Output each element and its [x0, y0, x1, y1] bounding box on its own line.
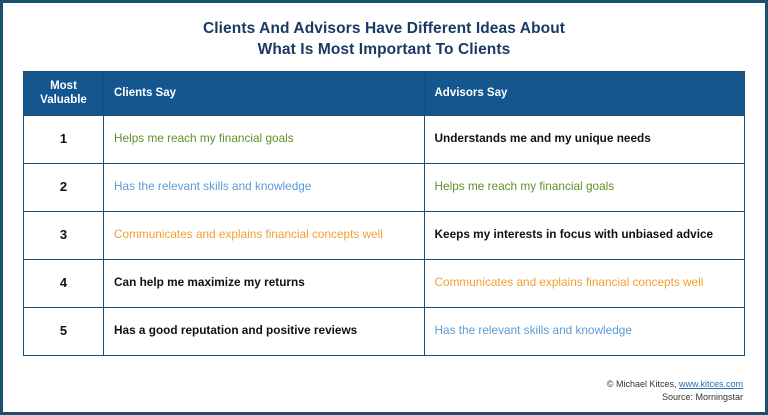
table-row	[24, 211, 745, 259]
advisors-cell: Communicates and explains financial concepts well	[424, 259, 745, 307]
clients-cell: Can help me maximize my returns	[104, 259, 425, 307]
advisors-cell: Helps me reach my financial goals	[424, 163, 745, 211]
rank-cell: 1	[24, 115, 104, 163]
page-title	[23, 19, 745, 61]
table-header	[24, 71, 745, 115]
comparison-table	[23, 71, 745, 356]
advisors-cell: Has the relevant skills and knowledge	[424, 307, 745, 355]
footer-source: Source: Morningstar	[661, 391, 743, 402]
footer-copyright-line	[607, 378, 743, 391]
header-row	[24, 71, 745, 115]
column-header-advisors: Advisors Say	[424, 71, 745, 115]
rank-cell: 3	[24, 211, 104, 259]
footer-link[interactable]: www.kitces.com	[678, 378, 743, 389]
rank-cell: 2	[24, 163, 104, 211]
table-row	[24, 115, 745, 163]
table-row	[24, 259, 745, 307]
table-row	[24, 163, 745, 211]
clients-cell: Has the relevant skills and knowledge	[104, 163, 425, 211]
table-body	[24, 115, 745, 355]
column-header-rank-line1: Most Valuable	[40, 79, 87, 107]
table-row	[24, 307, 745, 355]
rank-cell: 5	[24, 307, 104, 355]
advisors-cell: Keeps my interests in focus with unbiased advice	[424, 211, 745, 259]
content-area	[3, 3, 765, 412]
column-header-clients: Clients Say	[104, 71, 425, 115]
title-line-1: Clients And Advisors Have Different Ideas About	[202, 20, 566, 37]
rank-cell: 4	[24, 259, 104, 307]
column-header-rank	[24, 71, 104, 115]
title-line-2: What Is Most Important To Clients	[257, 40, 511, 58]
advisors-cell: Understands me and my unique needs	[424, 115, 745, 163]
footer-credit	[607, 378, 743, 404]
clients-cell: Helps me reach my financial goals	[104, 115, 425, 163]
clients-cell: Communicates and explains financial concepts well	[104, 211, 425, 259]
clients-cell: Has a good reputation and positive reviews	[104, 307, 425, 355]
footer-copyright: © Michael Kitces,	[606, 378, 679, 389]
